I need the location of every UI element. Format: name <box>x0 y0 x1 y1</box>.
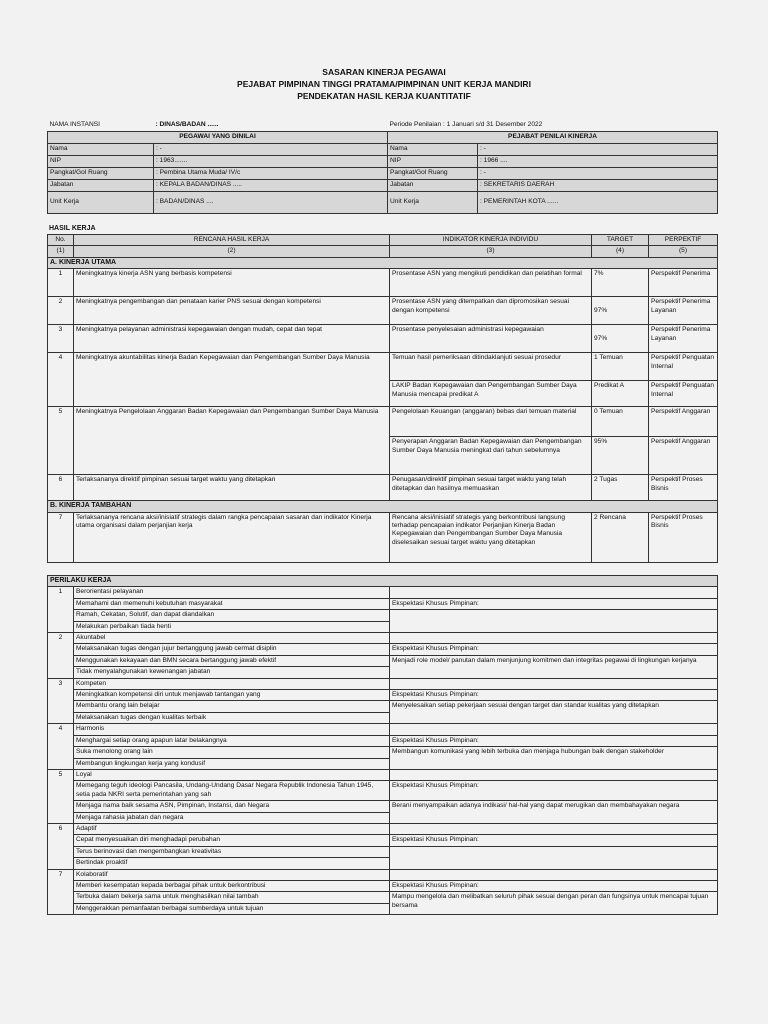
perilaku-name: Berorientasi pelayanan <box>74 587 390 598</box>
perilaku-item: Tidak menyalahgunakan kewenangan jabatan <box>74 667 390 678</box>
ekspektasi-text: Mampu mengelola dan melibatkan seluruh pihak sesuai dengan peran dan fungsinya untuk mencapai tujuan bersama <box>390 892 718 915</box>
table-row <box>48 475 718 501</box>
perilaku-item: Ramah, Cekatan, Solutif, dan dapat diandalkan <box>74 610 390 621</box>
nama-value: : - <box>154 144 388 156</box>
perilaku-name: Kolaboratif <box>74 869 390 880</box>
col-num-1: (1) <box>48 246 74 257</box>
identity-section <box>47 120 717 214</box>
row-no: 4 <box>48 353 74 407</box>
row-perspektif: Perspektif Penerima Layanan <box>649 297 718 325</box>
penilai-unit-kerja-value: : PEMERINTAH KOTA ...... <box>478 192 718 214</box>
row-perspektif: Perspektif Penerima Layanan <box>649 325 718 353</box>
perilaku-item-row <box>48 781 718 801</box>
penilai-pangkat-label: Pangkat/Gol Ruang <box>388 168 478 180</box>
penilai-jabatan-value: : SEKRETARIS DAERAH <box>478 180 718 192</box>
section-kinerja-utama: A. KINERJA UTAMA <box>48 257 718 268</box>
col-target: TARGET <box>592 235 649 246</box>
table-row <box>48 512 718 562</box>
hasil-kerja-title: HASIL KERJA <box>49 225 96 232</box>
perilaku-item-row <box>48 701 718 712</box>
title-line-1: SASARAN KINERJA PEGAWAI <box>322 67 446 77</box>
perilaku-item: Terus berinovasi dan mengembangkan kreativitas <box>74 846 390 857</box>
penilai-nip-label: NIP <box>388 156 478 168</box>
perilaku-kerja-section <box>47 575 717 915</box>
perilaku-group-row <box>48 869 718 880</box>
perilaku-name: Loyal <box>74 769 390 780</box>
perilaku-name: Harmonis <box>74 724 390 735</box>
col-num-4: (4) <box>592 246 649 257</box>
hasil-kerja-table <box>47 234 718 563</box>
row-indikator: Rencana aksi/inisiatif strategis yang berkontribusi langsung terhadap pencapaian indikator Perjanjian Kinerja Badan Kepegawaian dan Pengembangan Sumber Daya Manusia diselesaikan sesuai target waktu yang ditetapkan <box>390 512 592 562</box>
row-no: 5 <box>48 407 74 475</box>
perilaku-item-row <box>48 644 718 655</box>
row-indikator: Prosentase penyelesaian administrasi kepegawaian <box>390 325 592 353</box>
row-target: 2 Tugas <box>592 475 649 501</box>
row-rencana: Meningkatnya kinerja ASN yang berbasis kompetensi <box>74 269 390 297</box>
ekspektasi-text: Menyelesaikan setiap pekerjaan sesuai dengan target dan standar kualitas yang ditetapkan <box>390 701 718 724</box>
table-row <box>48 297 718 325</box>
document-title <box>0 66 768 102</box>
perilaku-item: Meningkatkan kompetensi diri untuk menjawab tantangan yang <box>74 690 390 701</box>
perilaku-kerja-title: PERILAKU KERJA <box>48 576 718 587</box>
perilaku-item-row <box>48 598 718 609</box>
col-num-3: (3) <box>390 246 592 257</box>
perilaku-blank-cell <box>390 869 718 880</box>
perilaku-item: Melaksanakan tugas dengan jujur bertanggung jawab cermat disiplin <box>74 644 390 655</box>
perilaku-name: Akuntabel <box>74 633 390 644</box>
perilaku-item: Menjaga nama baik sesama ASN, Pimpinan, Instansi, dan Negara <box>74 801 390 812</box>
perilaku-blank-cell <box>390 587 718 598</box>
perilaku-name: Kompeten <box>74 678 390 689</box>
perilaku-item: Menghargai setiap orang apapun latar belakangnya <box>74 735 390 746</box>
row-no: 6 <box>48 475 74 501</box>
row-rencana: Meningkatnya akuntabilitas kinerja Badan Kepegawaian dan Pengembangan Sumber Daya Manusia <box>74 353 390 407</box>
perilaku-item: Suka menolong orang lain <box>74 747 390 758</box>
row-perspektif: Perspektif Penguatan Internal <box>649 353 718 381</box>
perilaku-item: Menggunakan kekayaan dan BMN secara bertanggung jawab efektif <box>74 655 390 666</box>
title-line-3: PENDEKATAN HASIL KERJA KUANTITATIF <box>297 91 471 101</box>
pangkat-label: Pangkat/Gol Ruang <box>48 168 154 180</box>
row-no: 1 <box>48 269 74 297</box>
instansi-value: : DINAS/BADAN ...... <box>155 121 219 128</box>
perilaku-item: Menjaga rahasia jabatan dan negara <box>74 812 390 823</box>
penilai-nama-value: : - <box>478 144 718 156</box>
ekspektasi-text <box>390 846 718 869</box>
perilaku-group-row <box>48 724 718 735</box>
perilaku-item-row <box>48 892 718 903</box>
row-target: 0 Temuan <box>592 407 649 437</box>
perilaku-item-row <box>48 655 718 666</box>
perilaku-group-row <box>48 633 718 644</box>
perilaku-group-row <box>48 823 718 834</box>
penilai-jabatan-label: Jabatan <box>388 180 478 192</box>
penilai-nip-value: : 1966 .... <box>478 156 718 168</box>
row-perspektif: Perspektif Anggaran <box>649 437 718 475</box>
nip-value: : 1963....... <box>154 156 388 168</box>
col-no: No. <box>48 235 74 246</box>
ekspektasi-text: Berani menyampaikan adanya indikasi/ hal-hal yang dapat merugikan dan membahayakan negara <box>390 801 718 824</box>
row-indikator: Penugasan/direktif pimpinan sesuai target waktu yang telah ditetapkan dan hasilnya memuaskan <box>390 475 592 501</box>
unit-kerja-value: : BADAN/DINAS .... <box>154 192 388 214</box>
perilaku-blank-cell <box>390 633 718 644</box>
row-perspektif: Perspektif Anggaran <box>649 407 718 437</box>
table-row <box>48 353 718 381</box>
row-perspektif: Perspektif Proses Bisnis <box>649 475 718 501</box>
perilaku-blank-cell <box>390 823 718 834</box>
perilaku-item: Bertindak proaktif <box>74 858 390 869</box>
perilaku-item: Membangun lingkungan kerja yang kondusif <box>74 758 390 769</box>
perilaku-no: 6 <box>48 823 74 869</box>
row-perspektif: Perspektif Proses Bisnis <box>649 512 718 562</box>
col-indikator: INDIKATOR KINERJA INDIVIDU <box>390 235 592 246</box>
hasil-kerja-section <box>47 223 717 563</box>
perilaku-no: 3 <box>48 678 74 724</box>
row-target: 95% <box>592 437 649 475</box>
perilaku-no: 5 <box>48 769 74 823</box>
col-num-5: (5) <box>649 246 718 257</box>
ekspektasi-label: Ekspektasi Khusus Pimpinan: <box>390 735 718 746</box>
ekspektasi-text: Membangun komunikasi yang lebih terbuka dan menjaga hubungan baik dengan stakeholder <box>390 747 718 770</box>
nip-label: NIP <box>48 156 154 168</box>
penilai-pangkat-value: : - <box>478 168 718 180</box>
table-row <box>48 269 718 297</box>
jabatan-value: : KEPALA BADAN/DINAS ..... <box>154 180 388 192</box>
ekspektasi-label: Ekspektasi Khusus Pimpinan: <box>390 880 718 891</box>
perilaku-item-row <box>48 801 718 812</box>
perilaku-item-row <box>48 846 718 857</box>
perilaku-group-row <box>48 587 718 598</box>
perilaku-item-row <box>48 735 718 746</box>
perilaku-item-row <box>48 690 718 701</box>
perilaku-item: Melakukan perbaikan tiada henti <box>74 621 390 632</box>
row-rencana: Meningkatnya pelayanan administrasi kepegawaian dengan mudah, cepat dan tepat <box>74 325 390 353</box>
pejabat-penilai-heading: PEJABAT PENILAI KINERJA <box>388 132 718 144</box>
perilaku-blank-cell <box>390 678 718 689</box>
ekspektasi-label: Ekspektasi Khusus Pimpinan: <box>390 598 718 609</box>
ekspektasi-label: Ekspektasi Khusus Pimpinan: <box>390 690 718 701</box>
row-indikator: Prosentase ASN yang ditempatkan dan dipromosikan sesuai dengan kompetensi <box>390 297 592 325</box>
perilaku-blank-cell <box>390 769 718 780</box>
ekspektasi-label: Ekspektasi Khusus Pimpinan: <box>390 781 718 801</box>
pangkat-value: : Pembina Utama Muda/ IV/c <box>154 168 388 180</box>
row-perspektif: Perspektif Penerima <box>649 269 718 297</box>
ekspektasi-label: Ekspektasi Khusus Pimpinan: <box>390 835 718 846</box>
periode-penilaian: Periode Penilaian : 1 Januari s/d 31 Desember 2022 <box>389 121 543 128</box>
perilaku-item: Memberi kesempatan kepada berbagai pihak untuk berkontribusi <box>74 880 390 891</box>
row-rencana: Meningkatnya pengembangan dan penataan karier PNS sesuai dengan kompetensi <box>74 297 390 325</box>
row-target: 1 Temuan <box>592 353 649 381</box>
row-no: 3 <box>48 325 74 353</box>
row-indikator: Pengelolaan Keuangan (anggaran) bebas dari temuan material <box>390 407 592 437</box>
perilaku-item: Memegang teguh ideologi Pancasila, Undang-Undang Dasar Negara Republik Indonesia Tahun 1945, setia pada NKRI serta pemerintahan yang sah <box>74 781 390 801</box>
jabatan-label: Jabatan <box>48 180 154 192</box>
perilaku-item: Menggerakkan pemanfaatan berbagai sumberdaya untuk tujuan <box>74 903 390 914</box>
perilaku-item-row <box>48 835 718 846</box>
perilaku-group-row <box>48 769 718 780</box>
row-no: 2 <box>48 297 74 325</box>
perilaku-no: 4 <box>48 724 74 770</box>
perilaku-name: Adaptif <box>74 823 390 834</box>
perilaku-item: Memahami dan memenuhi kebutuhan masyarakat <box>74 598 390 609</box>
row-perspektif: Perspektif Penguatan Internal <box>649 381 718 407</box>
row-no: 7 <box>48 512 74 562</box>
perilaku-item: Melaksanakan tugas dengan kualitas terbaik <box>74 712 390 723</box>
nama-label: Nama <box>48 144 154 156</box>
row-indikator: Penyerapan Anggaran Badan Kepegawaian dan Pengembangan Sumber Daya Manusia meningkat dari tahun sebelumnya <box>390 437 592 475</box>
ekspektasi-text: Menjadi role model/ panutan dalam menjunjung komitmen dan integritas pegawai di lingkungan kerjanya <box>390 655 718 678</box>
row-indikator: Prosentase ASN yang mengikuti pendidikan dan pelatihan formal <box>390 269 592 297</box>
unit-kerja-label: Unit Kerja <box>48 192 154 214</box>
row-rencana: Terlaksananya rencana aksi/inisiatif strategis dalam rangka pencapaian sasaran dan indikator Kinerja utama organisasi dalam perjanjian kerja <box>74 512 390 562</box>
penilai-unit-kerja-label: Unit Kerja <box>388 192 478 214</box>
perilaku-item-row <box>48 747 718 758</box>
row-target: Predikat A <box>592 381 649 407</box>
perilaku-no: 2 <box>48 633 74 679</box>
row-target: 97% <box>592 297 649 325</box>
row-target: 97% <box>592 325 649 353</box>
penilai-nama-label: Nama <box>388 144 478 156</box>
col-perspektif: PERPEKTIF <box>649 235 718 246</box>
ekspektasi-label: Ekspektasi Khusus Pimpinan: <box>390 644 718 655</box>
table-row <box>48 407 718 437</box>
perilaku-kerja-table <box>47 575 718 915</box>
row-target: 2 Rencana <box>592 512 649 562</box>
row-rencana: Terlaksananya direktif pimpinan sesuai target waktu yang ditetapkan <box>74 475 390 501</box>
row-rencana: Meningkatnya Pengelolaan Anggaran Badan Kepegawaian dan Pengembangan Sumber Daya Manusia <box>74 407 390 475</box>
perilaku-item: Terbuka dalam bekerja sama untuk menghasilkan nilai tambah <box>74 892 390 903</box>
ekspektasi-text <box>390 610 718 633</box>
perilaku-blank-cell <box>390 724 718 735</box>
perilaku-item-row <box>48 880 718 891</box>
row-indikator: LAKIP Badan Kepegawaian dan Pengembangan Sumber Daya Manusia mencapai predikat A <box>390 381 592 407</box>
perilaku-group-row <box>48 678 718 689</box>
perilaku-item: Membantu orang lain belajar <box>74 701 390 712</box>
perilaku-item-row <box>48 610 718 621</box>
pegawai-dinilai-heading: PEGAWAI YANG DINILAI <box>48 132 388 144</box>
table-row <box>48 325 718 353</box>
title-line-2: PEJABAT PIMPINAN TINGGI PRATAMA/PIMPINAN UNIT KERJA MANDIRI <box>237 79 531 89</box>
section-kinerja-tambahan: B. KINERJA TAMBAHAN <box>48 501 718 512</box>
col-num-2: (2) <box>74 246 390 257</box>
identity-table <box>47 120 718 214</box>
row-indikator: Temuan hasil pemeriksaan ditindaklanjuti sesuai prosedur <box>390 353 592 381</box>
col-rencana: RENCANA HASIL KERJA <box>74 235 390 246</box>
perilaku-no: 7 <box>48 869 74 915</box>
instansi-label: NAMA INSTANSI <box>49 121 100 128</box>
row-target: 7% <box>592 269 649 297</box>
perilaku-no: 1 <box>48 587 74 633</box>
perilaku-item: Cepat menyesuaikan diri menghadapi perubahan <box>74 835 390 846</box>
